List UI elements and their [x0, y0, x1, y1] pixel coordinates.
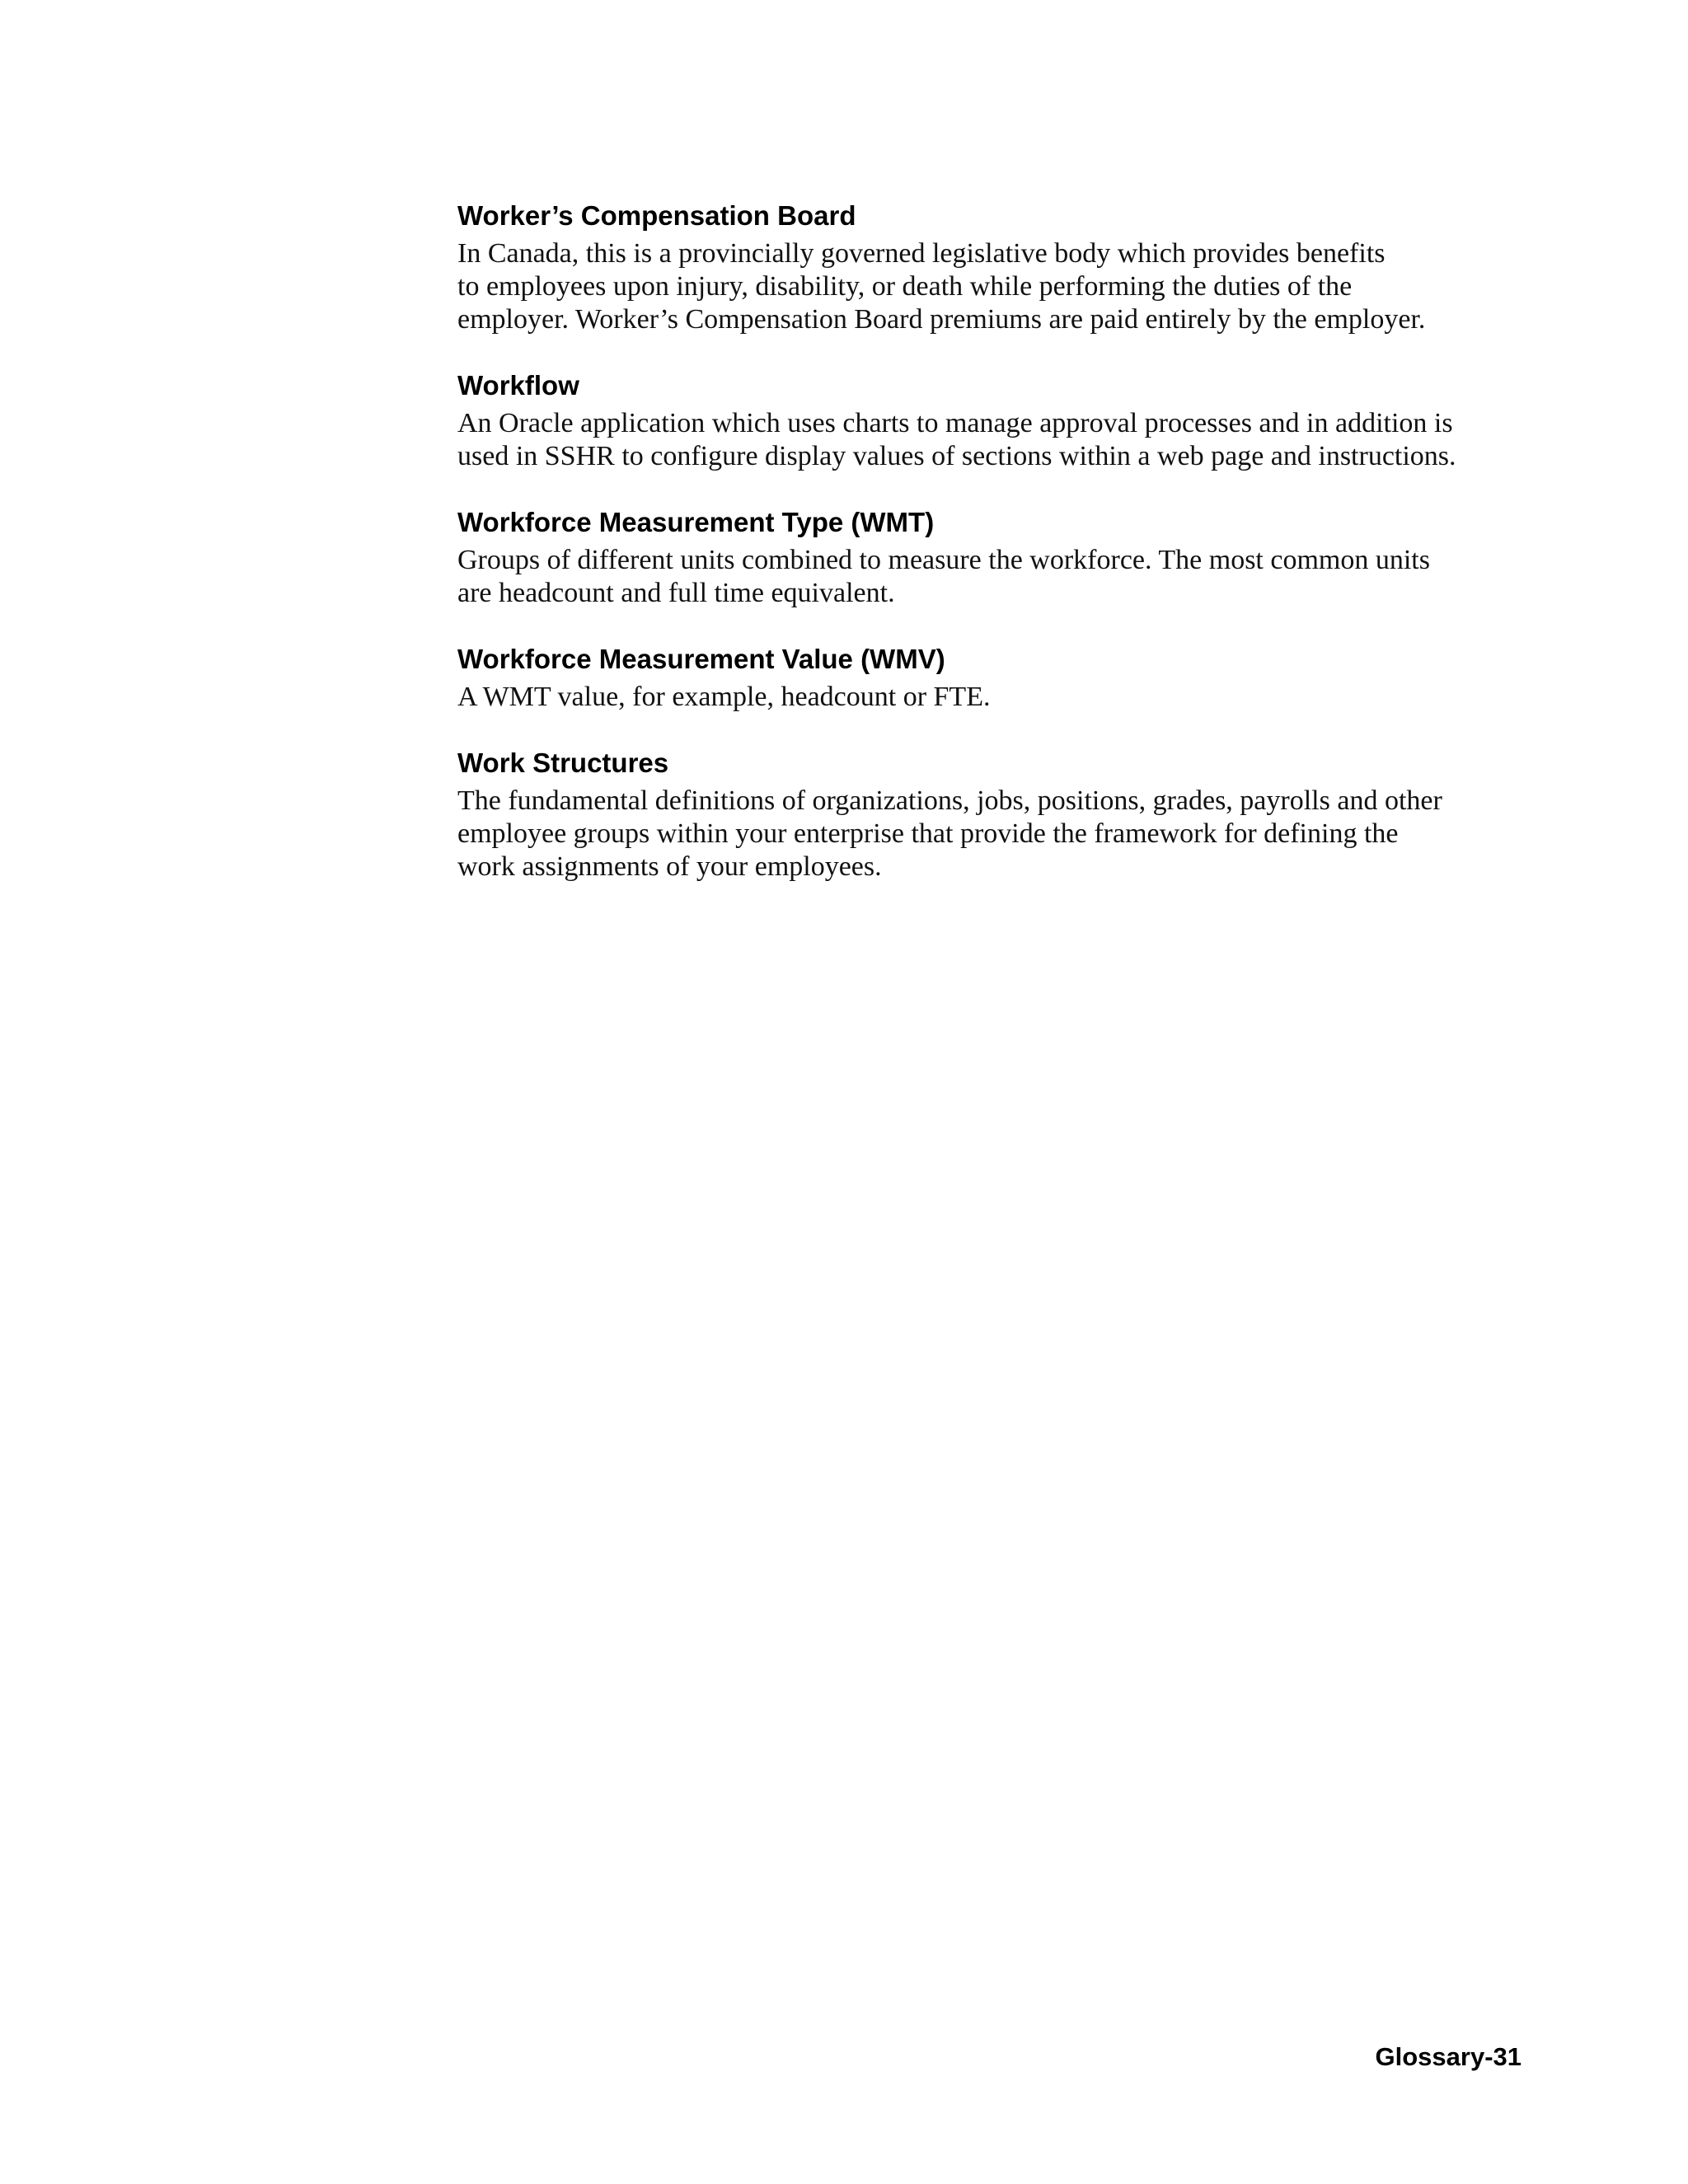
glossary-definition [457, 544, 1529, 610]
definition-line: to employees upon injury, disability, or death while performing the duties of the [457, 271, 1353, 302]
glossary-term: Work Structures [457, 748, 669, 778]
glossary-entries [457, 196, 1529, 913]
definition-line: are headcount and full time equivalent. [457, 578, 895, 608]
definition-line: Groups of different units combined to measure the workforce. The most common units [457, 545, 1430, 575]
definition-line: used in SSHR to configure display values of sections within a web page and instructions. [457, 441, 1456, 471]
definition-line: The fundamental definitions of organizations, jobs, positions, grades, payrolls and other [457, 785, 1442, 816]
glossary-entry [457, 503, 1529, 610]
definition-line: A WMT value, for example, headcount or FTE. [457, 682, 991, 712]
glossary-entry [457, 196, 1529, 336]
glossary-definition [457, 407, 1529, 473]
glossary-term: Workforce Measurement Value (WMV) [457, 644, 945, 674]
definition-line: An Oracle application which uses charts to manage approval processes and in addition is [457, 408, 1453, 438]
glossary-entry [457, 743, 1529, 883]
page-number: Glossary-31 [1375, 2042, 1522, 2071]
definition-line: In Canada, this is a provincially governed legislative body which provides benefits [457, 238, 1386, 269]
glossary-term: Workflow [457, 370, 579, 401]
definition-line: employer. Worker’s Compensation Board premiums are paid entirely by the employer. [457, 304, 1426, 335]
definition-line: work assignments of your employees. [457, 851, 882, 882]
glossary-entry [457, 640, 1529, 714]
glossary-entry [457, 366, 1529, 473]
glossary-term: Workforce Measurement Type (WMT) [457, 507, 935, 537]
glossary-definition [457, 681, 1529, 714]
definition-line: employee groups within your enterprise that provide the framework for defining the [457, 818, 1399, 849]
glossary-term: Worker’s Compensation Board [457, 200, 856, 231]
glossary-definition [457, 237, 1529, 336]
glossary-definition [457, 785, 1529, 883]
